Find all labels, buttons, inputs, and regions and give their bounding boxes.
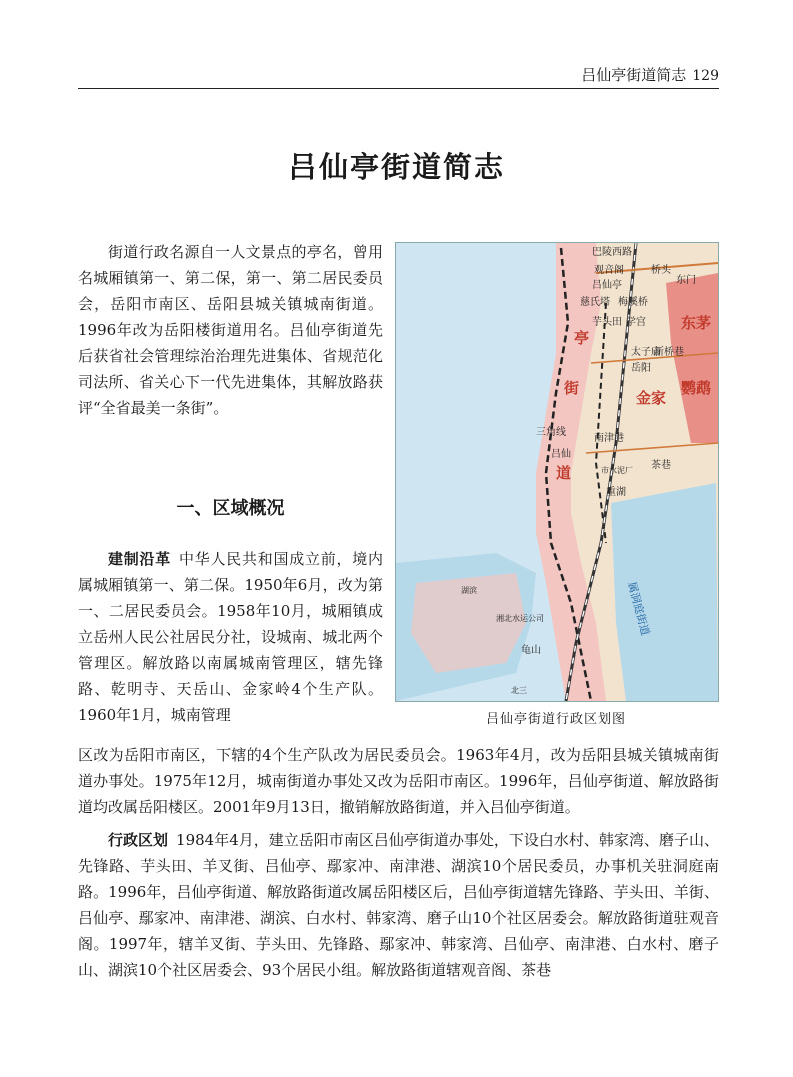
map-label: 湘北水运公司 bbox=[496, 614, 544, 623]
map-label: 市水泥厂 bbox=[601, 466, 633, 475]
jianzhi-lead: 建制沿革 bbox=[108, 550, 171, 568]
map-label: 观音阁 bbox=[594, 265, 624, 276]
map-label: 北三 bbox=[511, 686, 527, 695]
page-title: 吕仙亭街道简志 bbox=[287, 150, 505, 184]
jianzhi-continuation: 区改为岳阳市南区，下辖的4个生产队改为居民委员会。1963年4月，改为岳阳县城关镇城南街道办事处。1975年12月，城南街道办事处又改为岳阳市南区。1996年，吕仙亭街道、解放路街道均改属岳阳楼区。2001年9月13日，撤销解放路街道，并入吕仙亭街道。 bbox=[78, 746, 719, 816]
jianzhi-text: 中华人民共和国成立前，境内属城厢镇第一、第二保。1950年6月，改为第一、二居民委员会。1958年10月，城厢镇成立岳州人民公社居民分社，设城南、城北两个管理区。解放路以南属城南管理区，辖先锋路、乾明寺、天岳山、金家岭4个生产队。1960年1月，城南管理 bbox=[78, 550, 383, 724]
nanhu-lake bbox=[611, 483, 718, 701]
district-map bbox=[395, 242, 719, 702]
map-label: 东茅 bbox=[681, 314, 712, 332]
map-label: 芋头田 bbox=[592, 317, 622, 328]
map-label: 吕仙 bbox=[551, 449, 571, 460]
section-heading: 一、区域概况 bbox=[176, 498, 285, 519]
map-label: 新桥巷 bbox=[654, 347, 684, 358]
district-map-svg bbox=[396, 243, 718, 701]
map-label: 龟山 bbox=[521, 645, 541, 656]
map-label: 梅溪桥 bbox=[618, 297, 648, 308]
map-label: 吕仙亭 bbox=[592, 280, 622, 291]
map-label: 巴陵西路 bbox=[592, 247, 632, 258]
map-label: 金家 bbox=[636, 389, 667, 407]
map-label: 亭 bbox=[574, 329, 590, 347]
map-label: 三角线 bbox=[536, 427, 566, 438]
jianzhi-paragraph bbox=[78, 546, 383, 728]
intro-paragraph: 街道行政名源自一人文景点的亭名，曾用名城厢镇第一、第二保，第一、第二居民委员会，岳阳市南区、岳阳县城关镇城南街道。1996年改为岳阳楼街道用名。吕仙亭街道先后获省社会管理综治治理先进集体、省规范化司法所、省关心下一代先进集体，其解放路获评“全省最美一条街”。 bbox=[78, 243, 383, 417]
running-head bbox=[78, 64, 719, 86]
page-number: 129 bbox=[692, 68, 719, 84]
map-label: 重湖 bbox=[606, 487, 626, 498]
map-label: 慈氏塔 bbox=[580, 297, 610, 308]
map-label: 街 bbox=[564, 379, 580, 397]
map-label: 南津港 bbox=[594, 433, 624, 444]
xingzheng-paragraph bbox=[78, 827, 719, 983]
map-label: 湖滨 bbox=[461, 586, 477, 595]
map-label: 东门 bbox=[676, 275, 696, 286]
xingzheng-text: 1984年4月，建立岳阳市南区吕仙亭街道办事处，下设白水村、韩家湾、磨子山、先锋路、芋头田、羊叉街、吕仙亭、鄢家冲、南津港、湖滨10个居民委员，办事机关驻洞庭南路。1996年，吕仙亭街道、解放路街道改属岳阳楼区后，吕仙亭街道辖先锋路、芋头田、羊街、吕仙亭、鄢家冲、南津港、湖滨、白水村、韩家湾、磨子山10个社区居委会。解放路街道驻观音阁。1997年，辖羊叉街、芋头田、先锋路、鄢家冲、韩家湾、吕仙亭、南津港、白水村、磨子山、湖滨10个社区居委会、93个居民小组。解放路街道辖观音阁、茶巷 bbox=[78, 831, 719, 979]
map-label: 鹦鹉 bbox=[681, 379, 712, 397]
map-label: 属洞庭街道 bbox=[625, 580, 652, 637]
map-label: 桥头 bbox=[651, 265, 671, 276]
map-label: 学宫 bbox=[626, 317, 646, 328]
map-label: 太子庙 bbox=[631, 347, 661, 358]
map-label: 道 bbox=[556, 464, 572, 482]
header-rule bbox=[78, 88, 719, 89]
xingzheng-lead: 行政区划 bbox=[108, 831, 169, 849]
running-title: 吕仙亭街道简志 bbox=[581, 66, 687, 84]
map-label: 茶巷 bbox=[651, 460, 671, 471]
map-caption: 吕仙亭街道行政区划图 bbox=[485, 712, 626, 727]
map-label: 岳阳 bbox=[631, 363, 651, 374]
